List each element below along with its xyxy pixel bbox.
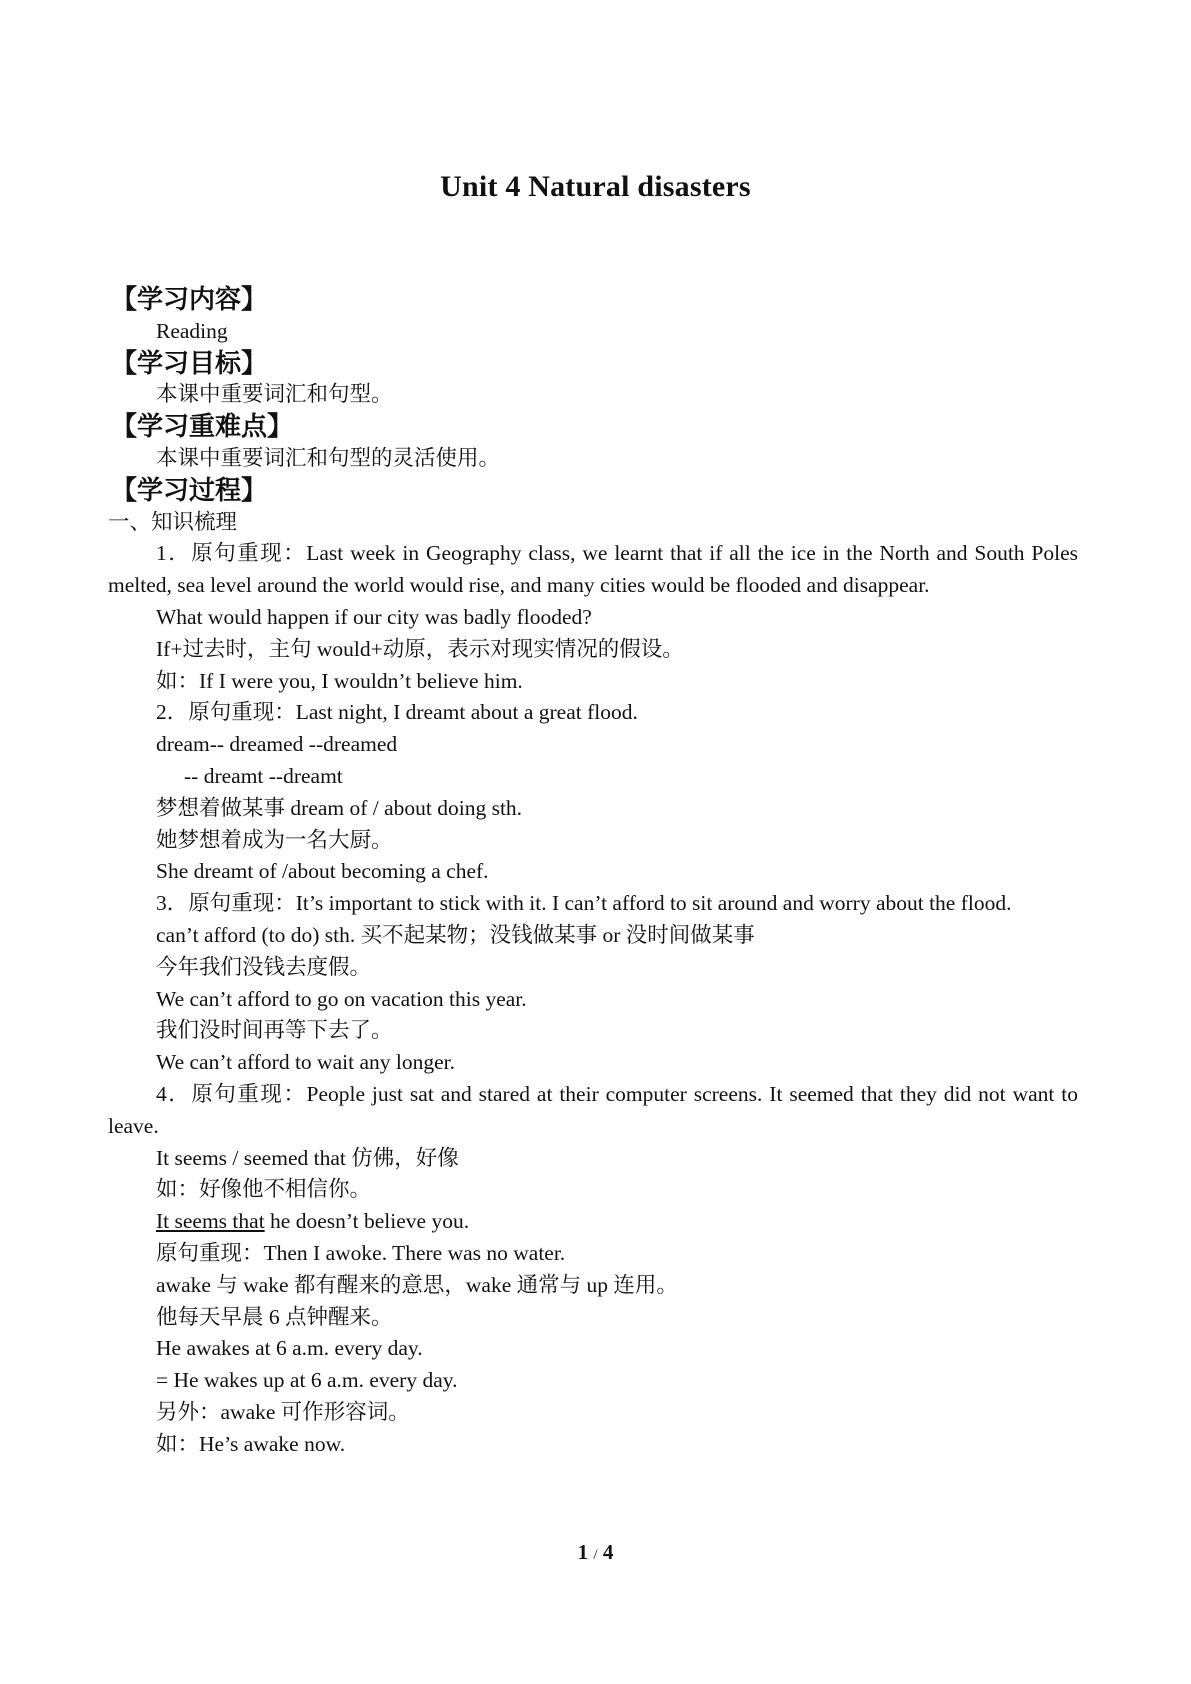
text-line: = He wakes up at 6 a.m. every day. (156, 1368, 458, 1393)
text-line: awake 与 wake 都有醒来的意思，wake 通常与 up 连用。 (156, 1272, 678, 1297)
text-fragment: he doesn’t believe you. (264, 1209, 470, 1234)
paragraph-3: 3．原句重现：It’s important to stick with it. I can’t afford to sit around and worry about the flood. (156, 891, 1012, 916)
text-line: What would happen if our city was badly flooded? (156, 604, 592, 629)
text-line (108, 1206, 1078, 1238)
section-heading-process: 【学习过程】 (111, 475, 268, 505)
page-title: Unit 4 Natural disasters (440, 170, 751, 203)
text-line: can’t afford (to do) sth. 买不起某物；没钱做某事 or 没时间做某事 (156, 922, 755, 947)
text-line: 如：If I were you, I wouldn’t believe him. (156, 668, 523, 693)
text-line: We can’t afford to wait any longer. (156, 1050, 455, 1075)
text-line: dream-- dreamed --dreamed (156, 732, 398, 757)
page-current: 1 (577, 1540, 589, 1564)
text-line: 2．原句重现：Last night, I dreamt about a great flood. (156, 700, 638, 725)
page-total: 4 (602, 1540, 614, 1564)
text-line: She dreamt of /about becoming a chef. (156, 859, 489, 884)
page-number (0, 1540, 1191, 1565)
text-line: 如：好像他不相信你。 (156, 1177, 372, 1202)
paragraph-4: 4．原句重现：People just sat and stared at their computer screens. It seemed that they did not want to leave. (108, 1081, 1078, 1138)
section-heading-goal: 【学习目标】 (111, 348, 268, 378)
key-points-text: 本课中重要词汇和句型的灵活使用。 (156, 445, 501, 470)
text-line: We can’t afford to go on vacation this year. (156, 986, 527, 1011)
goal-text: 本课中重要词汇和句型。 (156, 382, 393, 407)
text-line: If+过去时，主句 would+动原，表示对现实情况的假设。 (156, 636, 684, 661)
content-text: Reading (156, 318, 228, 343)
text-line: It seems / seemed that 仿佛，好像 (156, 1145, 459, 1170)
page-separator: / (593, 1547, 598, 1563)
text-line: 她梦想着成为一名大厨。 (156, 827, 393, 852)
text-line: -- dreamt --dreamt (184, 763, 343, 788)
part-one-heading: 一、知识梳理 (108, 509, 238, 534)
text-line: 梦想着做某事 dream of / about doing sth. (156, 795, 523, 820)
underlined-phrase: It seems that (156, 1209, 265, 1234)
paragraph-1: 1．原句重现：Last week in Geography class, we learnt that if all the ice in the North and South Poles melted, sea level around the world would rise, and many cities would be flooded and disappear. (108, 541, 1078, 598)
text-line: 另外：awake 可作形容词。 (156, 1399, 410, 1424)
section-heading-content: 【学习内容】 (111, 285, 268, 314)
section-heading-key-points: 【学习重难点】 (111, 412, 294, 442)
document-body (108, 284, 1078, 1460)
text-line: He awakes at 6 a.m. every day. (156, 1336, 423, 1361)
text-line: 原句重现：Then I awoke. There was no water. (156, 1240, 566, 1265)
text-line: 今年我们没钱去度假。 (156, 954, 372, 979)
text-line: 我们没时间再等下去了。 (156, 1018, 393, 1043)
text-line: 如：He’s awake now. (156, 1431, 346, 1456)
text-line: 他每天早晨 6 点钟醒来。 (156, 1304, 393, 1329)
